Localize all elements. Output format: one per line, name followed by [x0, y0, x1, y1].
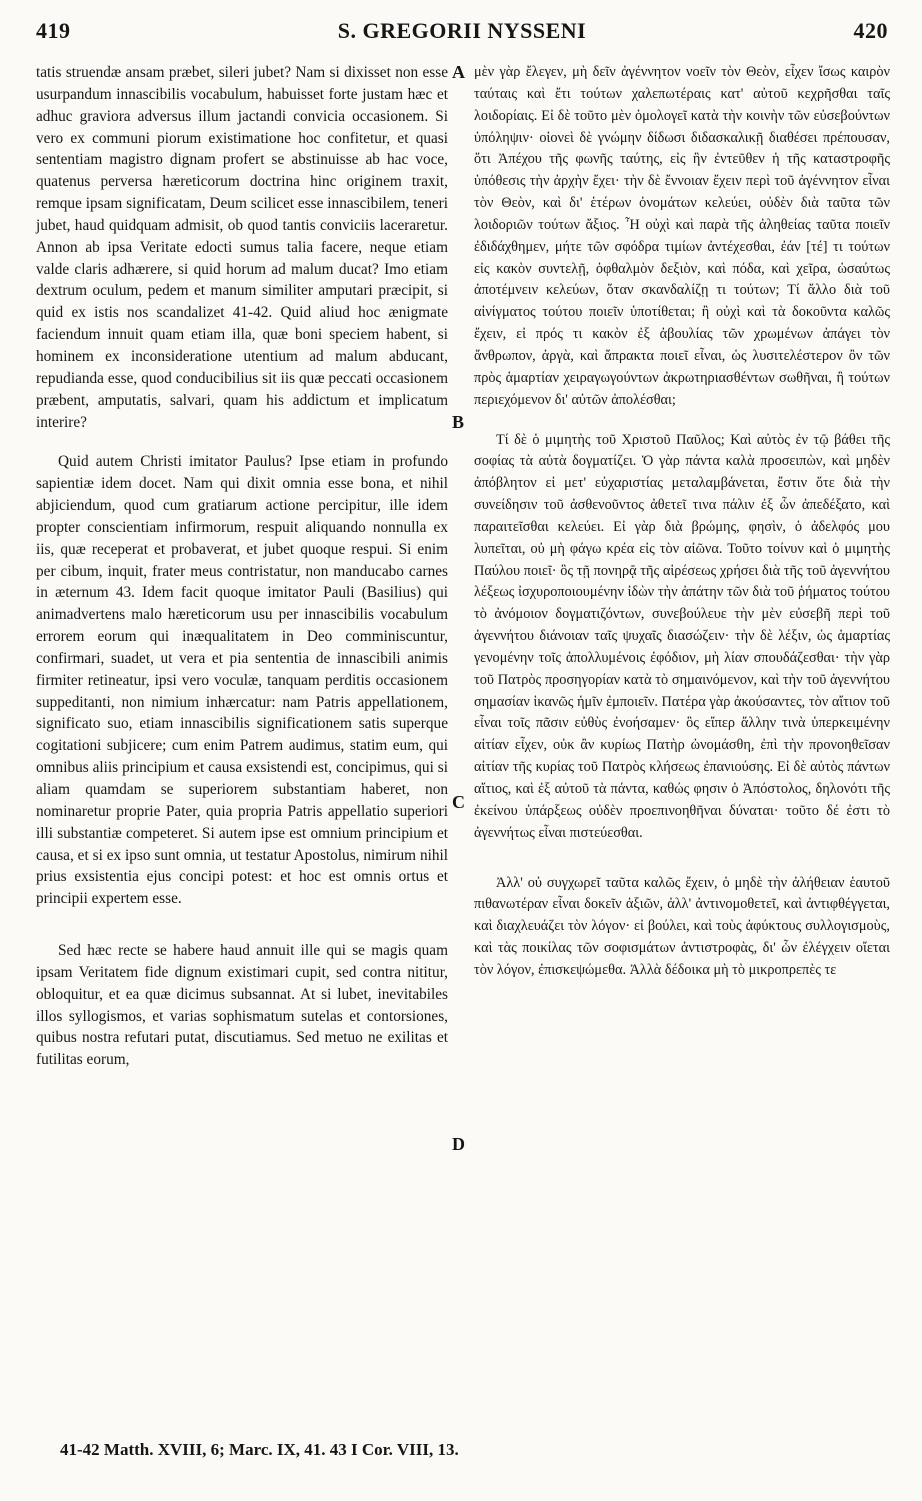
margin-letter-d: D [452, 1134, 465, 1154]
latin-paragraph-3: Sed hæc recte se habere haud annuit ille qui se magis quam ipsam Veritatem fide dignum existimari cupit, sed contra nititur, obloquitur, et ea quæ dicimus subsannat. At si lubet, inevitabiles illos syllogismos, et varias sophismatum sutelas et contorsiones, quibus nostra refutari putat, discutiamus. Sed metuo ne exilitas et futilitas eorum, [36, 942, 448, 1069]
margin-letter-b: B [452, 412, 465, 432]
running-title: S. GREGORII NYSSENI [337, 18, 587, 43]
page-number-right: 420 [853, 18, 888, 43]
greek-paragraph-2: Τί δὲ ὁ μιμητὴς τοῦ Χριστοῦ Παῦλος; Καὶ αὐτὸς ἐν τῷ βάθει τῆς σοφίας τὰ αὐτὰ δογματίζει. Ὁ γὰρ πάντα καλὰ προσειπὼν, καὶ μηδὲν ἀπόβλητον εἰ μετ' εὐχαριστίας μεταλαμβάνεται, ἔστιν ὅτε διὰ τὴν συνείδησιν τοῦ ἀσθενοῦντος ἀθετεῖ τινα πάλιν ἐξ ὧν ἀπεδέξατο, καὶ παραιτεῖσθαι κελεύει. Εἰ γὰρ διὰ βρώμης, φησὶν, ὁ ἀδελφός μου λυπεῖται, οὐ μὴ φάγω κρέα εἰς τὸν αἰῶνα. Τοῦτο τοίνυν καὶ ὁ μιμητὴς Παύλου ποιεῖ· ὃς τῇ πονηρᾷ τῆς αἱρέσεως χρήσει διὰ τῆς τοῦ ἀγεννήτου λέξεως ἰσχυροποιουμένην ἰδὼν τὴν ἀπάτην τῶν διὰ τοῦ ῥήματος τούτου τὸ ἀνόμοιον δογματιζόντων, συνεβούλευε τὴν μὲν εὐσεβῆ περὶ τοῦ ἀγεννήτου διάνοιαν ταῖς ψυχαῖς διασώζειν· τὴν δὲ λέξιν, ὡς ἁμαρτίας γενομένην τοῖς ἀπολλυμένοις ἐφόδιον, μὴ λίαν σπουδάζεσθαι· τὴν γὰρ τοῦ Πατρὸς προσηγορίαν κατὰ τὸ σημαινόμενον, καὶ τὴν τοῦ ἀγεννήτου σημασίαν ἱκανῶς ἡμῖν ἐμποιεῖν. Πατέρα γὰρ ἀκούσαντες, τὸν αἴτιον τοῦ εἶναι τοῖς πᾶσιν εὐθὺς ἐνοήσαμεν· ὃς εἴπερ ἄλλην τινὰ ὑπερκειμένην αἰτίαν εἶχεν, οὐκ ἂν κυρίως Πατὴρ ὠνομάσθη, ἐπὶ τὴν προνοηθεῖσαν αἰτίαν τῆς κυρίας τοῦ Πατρὸς κλήσεως ἐπανιούσης. Εἰ δὲ αὐτὸς πάντων αἴτιος, καὶ ἐξ αὐτοῦ τὰ πάντα, καθώς φησιν ὁ Ἀπόστολος, δηλονότι τῆς ἐκείνου ὑπάρξεως οὐδὲν προεπινοηθῆναι δύναται· τοῦτο δέ ἐστι τὸ ἀγεννήτως εἶναι πιστεύεσθαι. [474, 431, 890, 841]
latin-paragraph-2: Quid autem Christi imitator Paulus? Ipse etiam in profundo sapientiæ idem docet. Nam qui dixit omnia esse bona, et nihil abjiciendum, quod cum gratiarum actione percipitur, ille idem propter conscientiam infirmorum, respuit aliquando nonnulla ex iis, quæ receperat et probaverat, et jubet quoque respui. Si enim per cibum, inquit, frater meus contristatur, non manducabo carnes in æternum 43. Idem facit quoque imitator Pauli (Basilius) qui animadvertens malo hæreticorum usu per innascibilis vocabulum errorem eorum qui inæqualitatem in Deo comminiscuntur, confirmari, suadet, ut vera et pia sententia de innascibili animis firmiter retineatur, ipsi vero voculæ, tanquam perditis occasionem suppeditanti, non nimium inhærcatur: nam Patris appellationem, significato suo, etiam innascibilis significationem satis superque cogitationi subjicere; cum enim Patrem audimus, statim eum, qui omnibus aliis principium et causa exsistendi est, concipimus, qui si aliam quamdam se superiorem substantiam haberet, non nominaretur proprie Pater, quia propria Patris appellatio superiori illi substantiæ competeret. Si autem ipse est omnium principium et causa, et si ex ipso sunt omnia, ut testatur Apostolus, nimirum nihil prius exsistentia ejus concipi potest: et hoc est omnis ortus et principii expertem esse. [36, 453, 448, 908]
greek-column [474, 62, 890, 982]
latin-column [36, 62, 448, 1071]
footnote: 41-42 Matth. XVIII, 6; Marc. IX, 41. 43 I Cor. VIII, 13. [60, 1440, 459, 1459]
margin-letter-a: A [452, 62, 465, 82]
latin-paragraph-1: tatis struendæ ansam præbet, sileri jubet? Nam si dixisset non esse usurpandum innascibilis vocabulum, habuisset forte justam hæc et adhuc graviora adversus illum jactandi convicia occasionem. Si vero ex communi piorum existimatione hoc confitetur, et quasi sententiam magistro dignam profert se abstinuisse ab hac voce, quatenus perversa hæreticorum doctrina hinc originem traxit, remque ipsam significatam, Deum scilicet esse innascibilem, teneri jubet, haud quidquam admisit, ob quod tantis conviciis laceraretur. Annon ab ipsa Veritate edocti sumus talia facere, neque etiam valde claris adhærere, si quid horum ad malum ducat? Imo etiam dextrum oculum, pedem et manum similiter amputari præcipit, si quid ex istis nos scandalizet 41-42. Quid aliud hoc ænigmate faciendum innuit quam etiam illa, quæ boni speciem habent, si hominem ex inconsideratione utentium ad malum abducant, repudianda esse, quod conducibilius sit iis quæ peccati occasionem præbent, amputatis, salvari, quam his addictum et implicatum interire? [36, 64, 448, 431]
margin-letter-c: C [452, 792, 465, 812]
greek-paragraph-1: μὲν γὰρ ἔλεγεν, μὴ δεῖν ἀγέννητον νοεῖν τὸν Θεὸν, εἶχεν ἴσως καιρὸν ταύταις καὶ ἔτι τούτων χαλεπωτέραις κατ' αὐτοῦ κεχρῆσθαι ταῖς λοιδορίαις. Εἰ δὲ τοῦτο μὲν ὁμολογεῖ κατὰ τὴν κοινὴν τῶν εὐσεβούντων ὑπόληψιν· οἱονεὶ δὲ γνώμην δίδωσι διδασκαλικῇ διαθέσει πρέπουσαν, ὅτι Ἀπέχου τῆς φωνῆς ταύτης, εἰς ἣν ἐντεῦθεν ἡ τῆς καταστροφῆς ὑπόθεσις τὴν ἀρχὴν ἔχει· τὴν δὲ ἔννοιαν ἔχειν περὶ τοῦ ἀγέννητον εἶναι τὸν Θεὸν, καὶ δι' ἑτέρων ὀνομάτων κελεύει, οὐδὲν διὰ ταῦτα τῶν λοιδοριῶν τούτων ἄξιος. Ἦ οὐχὶ καὶ παρὰ τῆς ἀληθείας ταῦτα ποιεῖν ἐδιδάχθημεν, μήτε τῶν σφόδρα τιμίων ἀντέχεσθαι, ἐάν [τέ] τι τούτων εἰς κακὸν συντελῇ, ὀφθαλμὸν δεξιὸν, καὶ πόδα, καὶ χεῖρα, ὡσαύτως ἀποτέμνειν κελεύων, ὅταν σκανδαλίζῃ τι τούτων; Τί ἄλλο διὰ τοῦ αἰνίγματος τούτου ποιεῖν ὑποτίθεται; ἢ οὐχὶ καὶ τὰ δοκοῦντα καλῶς ἔχειν, εἰ πρός τι κακὸν ἐξ ἀβουλίας τῶν χρωμένων ἀπάγει τὸν ἄνθρωπον, ἀργὰ, καὶ ἄπρακτα ποιεῖ εἶναι, ὡς λυσιτελέστερον ὂν τῶν πρὸς ἁμαρτίαν χειραγωγούντων ἀκρωτηριασθέντων σωθῆναι, ἢ τούτων περιεχόμενον δι' αὐτῶν ἀπολέσθαι; [474, 64, 890, 408]
greek-paragraph-3: Ἀλλ' οὐ συγχωρεῖ ταῦτα καλῶς ἔχειν, ὁ μηδὲ τὴν ἀλήθειαν ἑαυτοῦ πιθανωτέραν εἶναι δοκεῖν ἀξιῶν, ἀλλ' ἀντινομοθετεῖ, καὶ ἀντιφθέγγεται, καὶ διαχλευάζει τὸν λόγον· εἰ βούλει, καὶ τοὺς ἀφύκτους συλλογισμοὺς, καὶ τὰς ποικίλας τῶν σοφισμάτων ἀντιστροφὰς, δι' ὧν ἐλέγχειν οἴεται τὸν λόγον, ἐπισκεψώμεθα. Ἀλλὰ δέδοικα μὴ τὸ μικροπρεπὲς τε [474, 874, 890, 978]
page-number-left: 419 [36, 18, 71, 43]
page-header [36, 18, 888, 52]
